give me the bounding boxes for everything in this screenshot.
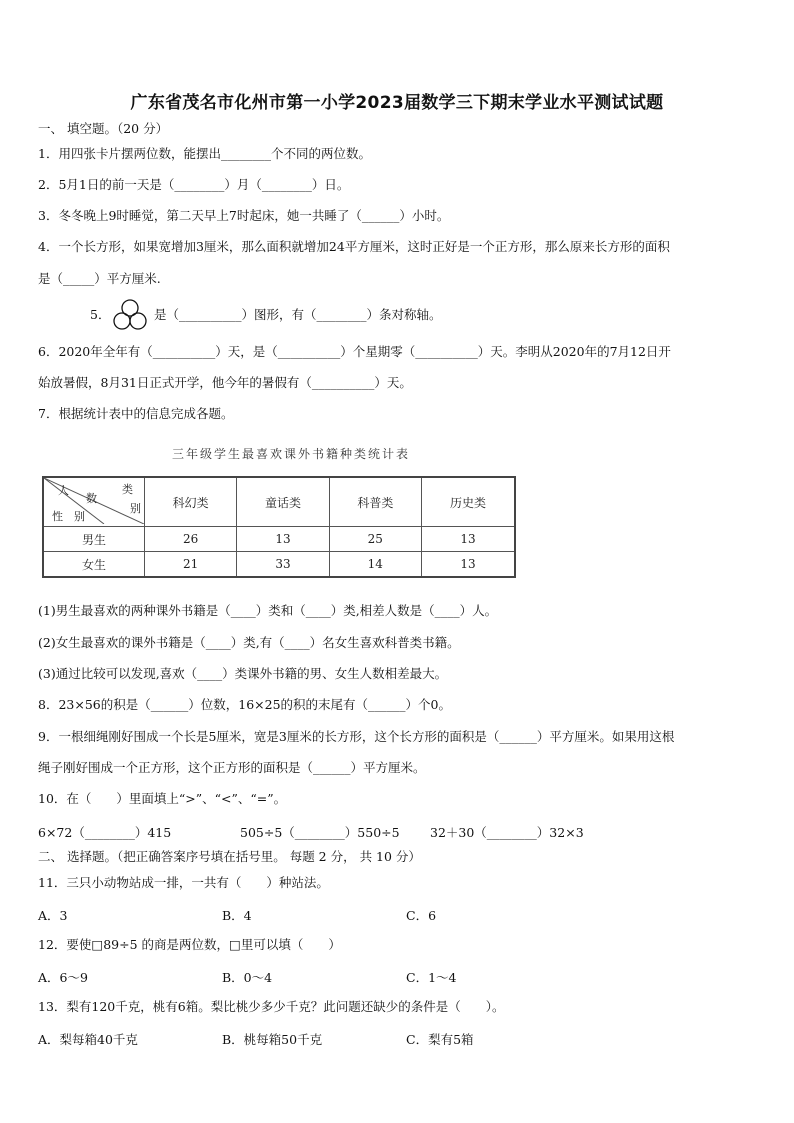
table-caption: 三年级学生最喜欢课外书籍种类统计表 (171, 447, 410, 461)
question-10-item: 6×72（________）415 (38, 825, 172, 840)
option-b: B．0～4 (222, 970, 273, 985)
table-cell: 13 (421, 527, 515, 552)
question-9-line-2: 绳子刚好围成一个正方形，这个正方形的面积是（______）平方厘米。 (38, 760, 426, 775)
question-7-part-1: (1)男生最喜欢的两种课外书籍是（____）类和（____）类,相差人数是（____）人。 (38, 603, 498, 618)
statistics-table (42, 476, 516, 578)
section-choice-heading: 二、 选择题。（把正确答案序号填在括号里。 每题 2 分， 共 10 分） (38, 849, 421, 864)
table-cell: 33 (237, 552, 329, 578)
section-fill-in-heading: 一、 填空题。（20 分） (38, 121, 169, 136)
corner-label: 别 (74, 510, 85, 523)
option-b: B．桃每箱50千克 (222, 1032, 323, 1047)
question-4-line-1: 4．一个长方形，如果宽增加3厘米，那么面积就增加24平方厘米，这时正好是一个正方形，那么原来长方形的面积 (38, 239, 670, 254)
table-cell: 25 (329, 527, 421, 552)
option-a: A．6～9 (38, 970, 88, 985)
question-13: 13．梨有120千克，桃有6箱。梨比桃少多少千克？此问题还缺少的条件是（ ）。 (38, 999, 505, 1014)
table-row (43, 527, 515, 552)
question-8: 8．23×56的积是（______）位数，16×25的积的末尾有（______）个0。 (38, 697, 451, 712)
question-9-line-1: 9．一根细绳刚好围成一个长是5厘米，宽是3厘米的长方形，这个长方形的面积是（______）平方厘米。如果用这根 (38, 729, 675, 744)
question-5-text: 是（__________）图形，有（________）条对称轴。 (154, 307, 442, 322)
column-header: 科普类 (329, 477, 421, 527)
question-7: 7．根据统计表中的信息完成各题。 (38, 406, 234, 421)
statistics-table-block (42, 445, 520, 578)
option-a: A．3 (38, 908, 68, 923)
table-cell: 13 (421, 552, 515, 578)
table-cell: 21 (145, 552, 237, 578)
question-10-item: 505÷5（________）550÷5 (240, 825, 400, 840)
question-5-number: 5． (90, 307, 111, 322)
question-7-part-2: (2)女生最喜欢的课外书籍是（____）类,有（____）名女生喜欢科普类书籍。 (38, 635, 460, 650)
option-a: A．梨每箱40千克 (38, 1032, 138, 1047)
column-header: 历史类 (421, 477, 515, 527)
question-4-line-2: 是（_____）平方厘米. (38, 271, 161, 286)
question-3: 3．冬冬晚上9时睡觉，第二天早上7时起床，她一共睡了（______）小时。 (38, 208, 450, 223)
row-label: 男生 (43, 527, 145, 552)
option-b: B．4 (222, 908, 252, 923)
question-7-part-3: (3)通过比较可以发现,喜欢（____）类课外书籍的男、女生人数相差最大。 (38, 666, 448, 681)
option-c: C．1～4 (406, 970, 457, 985)
question-1: 1．用四张卡片摆两位数，能摆出________个不同的两位数。 (38, 146, 371, 161)
table-header-row (43, 477, 515, 527)
question-6-line-1: 6．2020年全年有（__________）天，是（__________）个星期零（__________）天。李明从2020年的7月12日开 (38, 344, 671, 359)
corner-label: 数 (86, 492, 97, 505)
table-row (43, 552, 515, 578)
corner-label: 别 (130, 502, 141, 515)
question-11: 11．三只小动物站成一排，一共有（ ）种站法。 (38, 875, 329, 890)
corner-label: 性 (52, 510, 63, 523)
corner-label: 人 (58, 484, 69, 497)
table-cell: 14 (329, 552, 421, 578)
row-label: 女生 (43, 552, 145, 578)
table-corner-cell (43, 477, 145, 527)
column-header: 童话类 (237, 477, 329, 527)
question-12: 12．要使□89÷5 的商是两位数，□里可以填（ ） (38, 937, 341, 952)
three-circles-figure (110, 299, 150, 331)
option-c: C．6 (406, 908, 437, 923)
question-10: 10．在（ ）里面填上“>”、“<”、“=”。 (38, 791, 287, 806)
table-cell: 13 (237, 527, 329, 552)
question-6-line-2: 始放暑假，8月31日正式开学，他今年的暑假有（__________）天。 (38, 375, 412, 390)
column-header: 科幻类 (145, 477, 237, 527)
exam-title: 广东省茂名市化州市第一小学2023届数学三下期末学业水平测试试题 (130, 93, 664, 113)
corner-label: 类 (122, 483, 133, 496)
question-2: 2．5月1日的前一天是（________）月（________）日。 (38, 177, 350, 192)
question-10-item: 32＋30（________）32×3 (430, 825, 584, 840)
option-c: C．梨有5箱 (406, 1032, 474, 1047)
table-cell: 26 (145, 527, 237, 552)
